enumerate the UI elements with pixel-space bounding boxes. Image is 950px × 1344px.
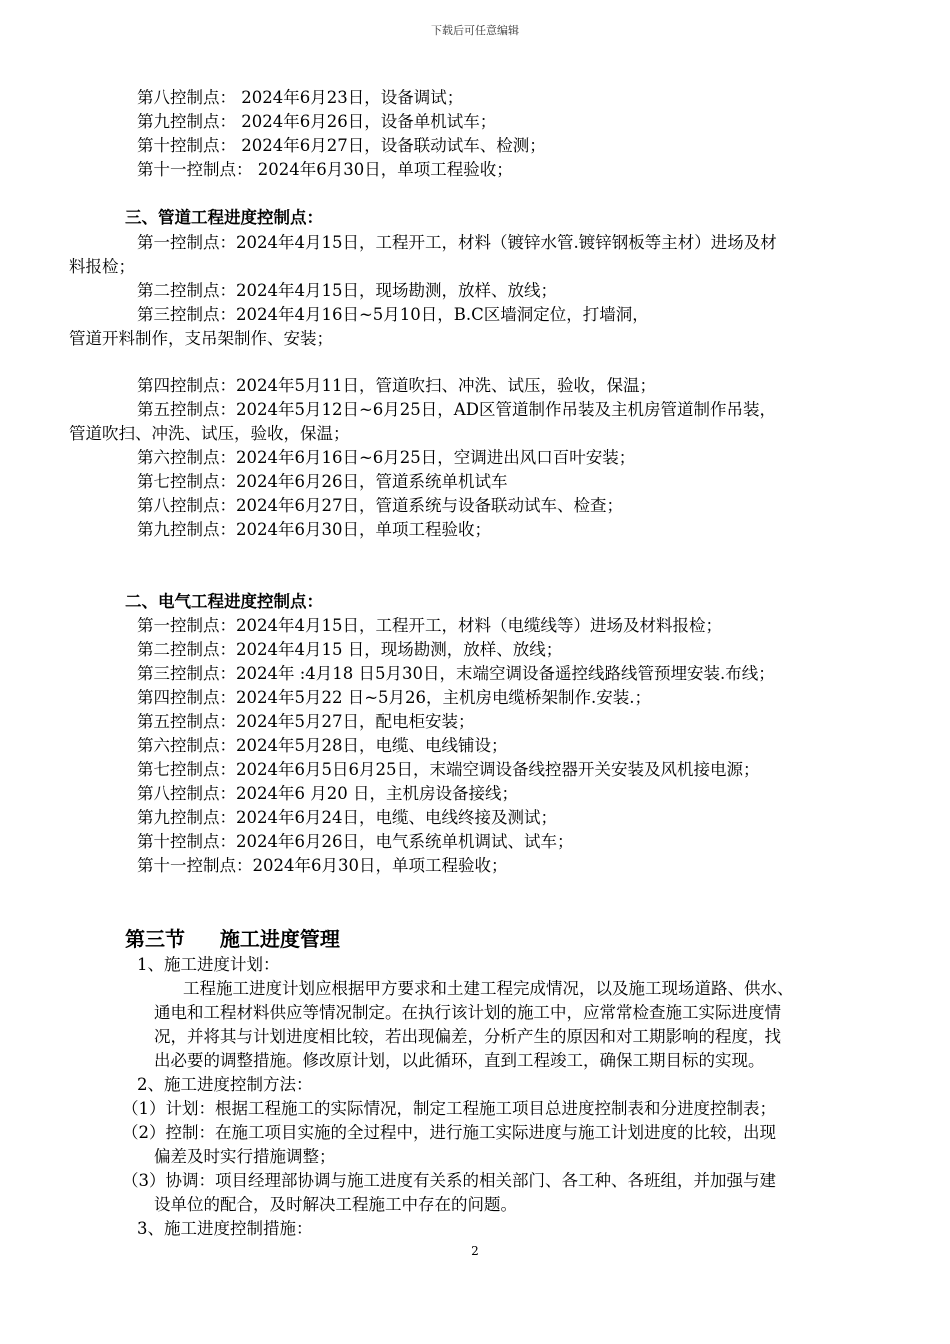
section3-line: （2）控制：在施工项目实施的全过程中，进行施工实际进度与施工计划进度的比较，出现 xyxy=(122,1123,776,1142)
pipe-line: 第二控制点：2024年4月15日，现场勘测，放样、放线； xyxy=(137,281,557,300)
section3-line: 工程施工进度计划应根据甲方要求和土建工程完成情况，以及施工现场道路、供水、 xyxy=(183,979,794,998)
hvac-point: 第十控制点： 2024年6月27日，设备联动试车、检测； xyxy=(137,136,546,155)
page-header: 下载后可任意编辑 xyxy=(431,24,519,37)
section3-line: 偏差及时实行措施调整； xyxy=(154,1147,336,1166)
section3-line: 3、施工进度控制措施： xyxy=(137,1219,313,1238)
pipe-line: 管道开料制作，支吊架制作、安装； xyxy=(69,329,333,348)
elec-line: 第二控制点：2024年4月15 日，现场勘测，放样、放线； xyxy=(137,640,563,659)
elec-heading: 二、电气工程进度控制点： xyxy=(125,592,323,611)
pipe-line: 料报检； xyxy=(69,257,135,276)
section3-line: 2、施工进度控制方法： xyxy=(137,1075,313,1094)
elec-line: 第四控制点：2024年5月22 日~5月26，主机房电缆桥架制作.安装.； xyxy=(137,688,652,707)
elec-line: 第八控制点：2024年6 月20 日，主机房设备接线； xyxy=(137,784,518,803)
elec-line: 第七控制点：2024年6月5日6月25日，末端空调设备线控器开关安装及风机接电源； xyxy=(137,760,760,779)
section3-line: （1）计划：根据工程施工的实际情况，制定工程施工项目总进度控制表和分进度控制表； xyxy=(122,1099,776,1118)
pipe-line: 第三控制点：2024年4月16日~5月10日，B.C区墙洞定位，打墙洞， xyxy=(137,305,649,324)
elec-line: 第十一控制点：2024年6月30日，单项工程验收； xyxy=(137,856,508,875)
hvac-point: 第九控制点： 2024年6月26日，设备单机试车； xyxy=(137,112,497,131)
elec-line: 第五控制点：2024年5月27日，配电柜安装； xyxy=(137,712,475,731)
pipe-line: 第四控制点：2024年5月11日，管道吹扫、冲洗、试压，验收，保温； xyxy=(137,376,656,395)
hvac-point: 第十一控制点： 2024年6月30日，单项工程验收； xyxy=(137,160,513,179)
pipe-line: 第八控制点：2024年6月27日，管道系统与设备联动试车、检查； xyxy=(137,496,623,515)
section3-line: 出必要的调整措施。修改原计划，以此循环，直到工程竣工，确保工期目标的实现。 xyxy=(154,1051,765,1070)
section-title: 第三节 施工进度管理 xyxy=(125,927,340,951)
pipe-line: 第九控制点：2024年6月30日，单项工程验收； xyxy=(137,520,491,539)
pipe-line: 第五控制点：2024年5月12日~6月25日，AD区管道制作吊装及主机房管道制作吊装， xyxy=(137,400,776,419)
elec-line: 第十控制点：2024年6月26日，电气系统单机调试、试车； xyxy=(137,832,574,851)
section3-line: （3）协调：项目经理部协调与施工进度有关系的相关部门、各工种、各班组，并加强与建 xyxy=(122,1171,776,1190)
hvac-point: 第八控制点： 2024年6月23日，设备调试； xyxy=(137,88,464,107)
elec-line: 第一控制点：2024年4月15日，工程开工，材料（电缆线等）进场及材料报检； xyxy=(137,616,722,635)
page-number: 2 xyxy=(471,1244,479,1258)
elec-line: 第九控制点：2024年6月24日，电缆、电线终接及测试； xyxy=(137,808,557,827)
pipe-line: 第六控制点：2024年6月16日~6月25日，空调进出风口百叶安装； xyxy=(137,448,636,467)
section3-line: 设单位的配合，及时解决工程施工中存在的问题。 xyxy=(154,1195,517,1214)
pipe-line: 第七控制点：2024年6月26日，管道系统单机试车 xyxy=(137,472,508,491)
section3-line: 1、施工进度计划： xyxy=(137,955,280,974)
pipe-heading: 三、管道工程进度控制点： xyxy=(125,208,323,227)
section3-line: 通电和工程材料供应等情况制定。在执行该计划的施工中，应常常检查施工实际进度情 xyxy=(154,1003,781,1022)
pipe-line: 第一控制点：2024年4月15日，工程开工，材料（镀锌水管.镀锌钢板等主材）进场及材 xyxy=(137,233,777,252)
elec-line: 第六控制点：2024年5月28日，电缆、电线铺设； xyxy=(137,736,508,755)
pipe-line: 管道吹扫、冲洗、试压，验收，保温； xyxy=(69,424,350,443)
section3-line: 况，并将其与计划进度相比较，若出现偏差，分析产生的原因和对工期影响的程度，找 xyxy=(154,1027,781,1046)
elec-line: 第三控制点：2024年 :4月18 日5月30日，末端空调设备遥控线路线管预埋安装.布线； xyxy=(137,664,775,683)
